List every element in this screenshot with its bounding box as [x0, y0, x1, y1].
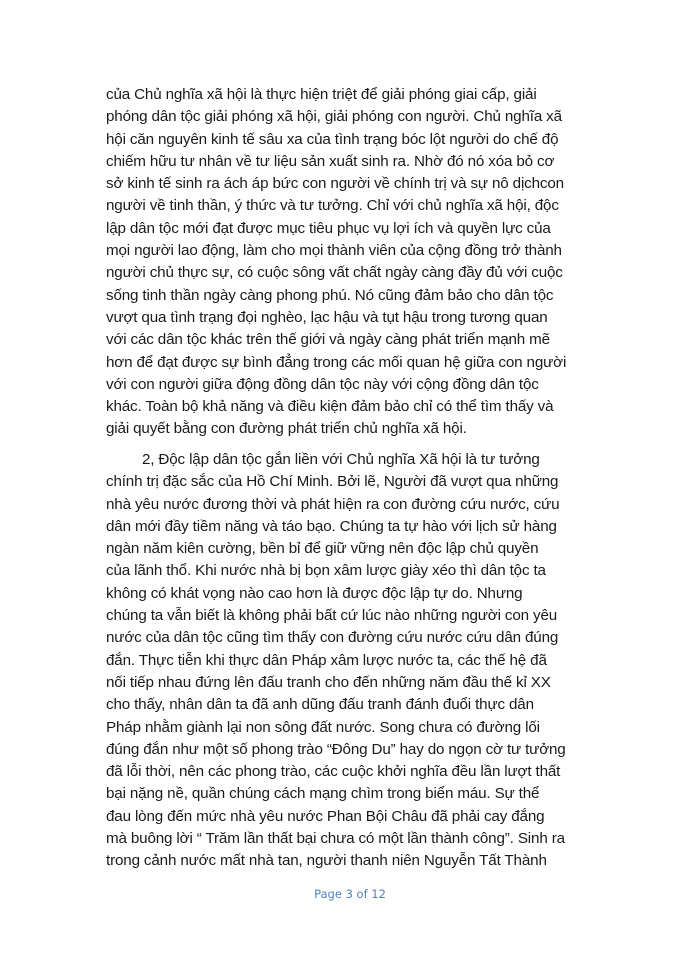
text-line: không có khát vọng nào cao hơn là được độc lập tự do. Nhưng	[106, 584, 523, 602]
text-line: chúng ta vẫn biết là không phải bất cứ lúc nào những người con yêu	[106, 607, 558, 625]
text-line: chiếm hữu tư nhân về tư liệu sản xuất sinh ra. Nhờ đó nó xóa bỏ cơ	[106, 152, 555, 170]
page-number-footer: Page 3 of 12	[314, 887, 386, 901]
text-line: khác. Toàn bộ khả năng và điều kiện đảm bảo chỉ có thể tìm thấy và	[106, 398, 554, 416]
text-line: nhà yêu nước đương thời và phát hiện ra con đường cứu nước, cứu	[106, 495, 560, 513]
text-line: người chủ thực sự, có cuộc sông vất chất ngày càng đầy đủ với cuộc	[106, 264, 563, 282]
text-line: bại nặng nề, quần chúng cách mạng chìm trong biển máu. Sự thể	[106, 785, 540, 803]
text-line: mọi người lao động, làm cho mọi thành viên của cộng đồng trở thành	[106, 242, 562, 260]
paragraph-2	[106, 449, 626, 873]
text-line: đau lòng đến mức nhà yêu nước Phan Bội Châu đã phải cay đắng	[106, 807, 545, 825]
text-line: lập dân tộc mới đạt được mục tiêu phục vụ lợi ích và quyền lực của	[106, 219, 551, 237]
text-line: đúng đắn như một số phong trào “Đông Du” hay do ngọn cờ tư tưởng	[106, 740, 566, 758]
text-line: phóng dân tộc giải phóng xã hội, giải phóng con người. Chủ nghĩa xã	[106, 108, 562, 126]
text-line: với các dân tộc khác trên thế giới và ngày càng phát triển mạnh mẽ	[106, 331, 550, 349]
text-line: Pháp nhằm giành lại non sông đất nước. Song chưa có đường lối	[106, 718, 540, 736]
text-line: chính trị đặc sắc của Hồ Chí Minh. Bởi lẽ, Người đã vượt qua những	[106, 473, 559, 491]
text-line: giải quyết bằng con đường phát triển chủ nghĩa xã hội.	[106, 420, 467, 438]
text-line: dân mới đầy tiềm năng và táo bạo. Chúng ta tự hào với lịch sử hàng	[106, 517, 557, 535]
text-line: của Chủ nghĩa xã hội là thực hiện triệt để giải phóng giai cấp, giải	[106, 86, 537, 103]
text-line: ngàn năm kiên cường, bền bỉ để giữ vững nên độc lập chủ quyền	[106, 540, 539, 558]
text-line: đã lỗi thời, nên các phong trào, các cuộc khởi nghĩa đều lần lượt thất	[106, 763, 561, 781]
text-line: sống tinh thần ngày càng phong phú. Nó cũng đảm bảo cho dân tộc	[106, 286, 554, 304]
text-line: vượt qua tình trạng đọi nghèo, lạc hậu và tụt hậu trong tương quan	[106, 308, 548, 326]
text-line: sở kinh tế sinh ra ách áp bức con người về chính trị và sự nô dịchcon	[106, 175, 564, 193]
text-line: 2, Độc lập dân tộc gắn liền với Chủ nghĩa Xã hội là tư tưởng	[142, 451, 540, 468]
text-line: đắn. Thực tiễn khi thực dân Pháp xâm lược nước ta, các thế hệ đã	[106, 651, 547, 669]
text-line: cho thấy, nhân dân ta đã anh dũng đấu tranh đánh đuổi thực dân	[106, 696, 534, 714]
text-line: của lãnh thổ. Khi nước nhà bị bọn xâm lược giày xéo thì dân tộc ta	[106, 562, 546, 580]
text-line: hơn để đạt được sự bình đẳng trong các mối quan hệ giữa con người	[106, 353, 567, 371]
text-line: nối tiếp nhau đứng lên đấu tranh cho đến những năm đầu thế kỉ XX	[106, 673, 551, 691]
text-line: với con người giữa động đồng dân tộc này với cộng đồng dân tộc	[106, 375, 539, 393]
text-line: người về tinh thần, ý thức và tư tưởng. Chỉ với chủ nghĩa xã hội, độc	[106, 197, 559, 215]
text-line: mà buông lời “ Trăm lần thất bại chưa có một lần thành công”. Sinh ra	[106, 830, 565, 848]
text-line: nước của dân tộc cũng tìm thấy con đường cứu nước cứu dân đúng	[106, 629, 559, 647]
paragraph-1	[106, 84, 626, 441]
text-line: hội căn nguyên kinh tế sâu xa của tình trạng bóc lột người do chế độ	[106, 130, 559, 148]
text-line: trong cảnh nước mất nhà tan, người thanh niên Nguyễn Tất Thành	[106, 852, 547, 870]
